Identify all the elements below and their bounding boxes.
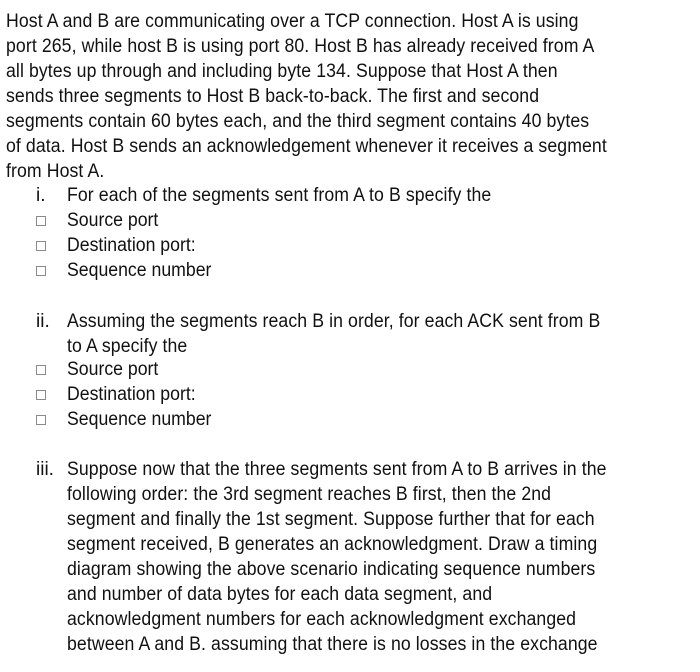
intro-line: segments contain 60 bytes each, and the third segment contains 40 bytes (6, 111, 590, 132)
bullet-label: Sequence number (67, 260, 212, 281)
bullet-label: Source port (67, 210, 159, 231)
item-iii-line: between A and B. assuming that there is no losses in the exchange (67, 634, 598, 655)
square-bullet-icon (36, 390, 46, 400)
item-iii-line: acknowledgment numbers for each acknowledgment exchanged (67, 609, 577, 630)
item-i-line: For each of the segments sent from A to B specify the (67, 185, 492, 206)
item-numeral-iii: iii. (36, 459, 54, 480)
item-iii-line: Suppose now that the three segments sent from A to B arrives in the (67, 459, 607, 480)
bullet-item (36, 409, 212, 430)
intro-line: from Host A. (6, 161, 105, 182)
item-iii-line: following order: the 3rd segment reaches B first, then the 2nd (67, 484, 552, 505)
intro-line: sends three segments to Host B back-to-back. The first and second (6, 86, 540, 107)
intro-line: port 265, while host B is using port 80. Host B has already received from A (6, 36, 595, 57)
square-bullet-icon (36, 216, 46, 226)
bullet-item (36, 210, 159, 231)
item-iii-line: and number of data bytes for each data segment, and (67, 584, 493, 605)
item-iii-line: diagram showing the above scenario indicating sequence numbers (67, 559, 596, 580)
item-iii-line: segment received, B generates an acknowledgment. Draw a timing (67, 534, 598, 555)
bullet-item (36, 260, 212, 281)
item-numeral-ii: ii. (36, 311, 50, 332)
intro-line: Host A and B are communicating over a TCP connection. Host A is using (6, 11, 579, 32)
square-bullet-icon (36, 241, 46, 251)
bullet-label: Destination port: (67, 384, 196, 405)
square-bullet-icon (36, 266, 46, 276)
intro-line: all bytes up through and including byte 134. Suppose that Host A then (6, 61, 558, 82)
item-iii-line: segment and finally the 1st segment. Suppose further that for each (67, 509, 595, 530)
bullet-label: Source port (67, 359, 159, 380)
square-bullet-icon (36, 415, 46, 425)
bullet-item (36, 235, 196, 256)
intro-line: of data. Host B sends an acknowledgement whenever it receives a segment (6, 136, 607, 157)
item-ii-line: to A specify the (67, 336, 188, 357)
item-ii-line: Assuming the segments reach B in order, for each ACK sent from B (67, 311, 601, 332)
bullet-label: Destination port: (67, 235, 196, 256)
bullet-label: Sequence number (67, 409, 212, 430)
item-numeral-i: i. (36, 185, 46, 206)
bullet-item (36, 384, 196, 405)
bullet-item (36, 359, 159, 380)
square-bullet-icon (36, 365, 46, 375)
